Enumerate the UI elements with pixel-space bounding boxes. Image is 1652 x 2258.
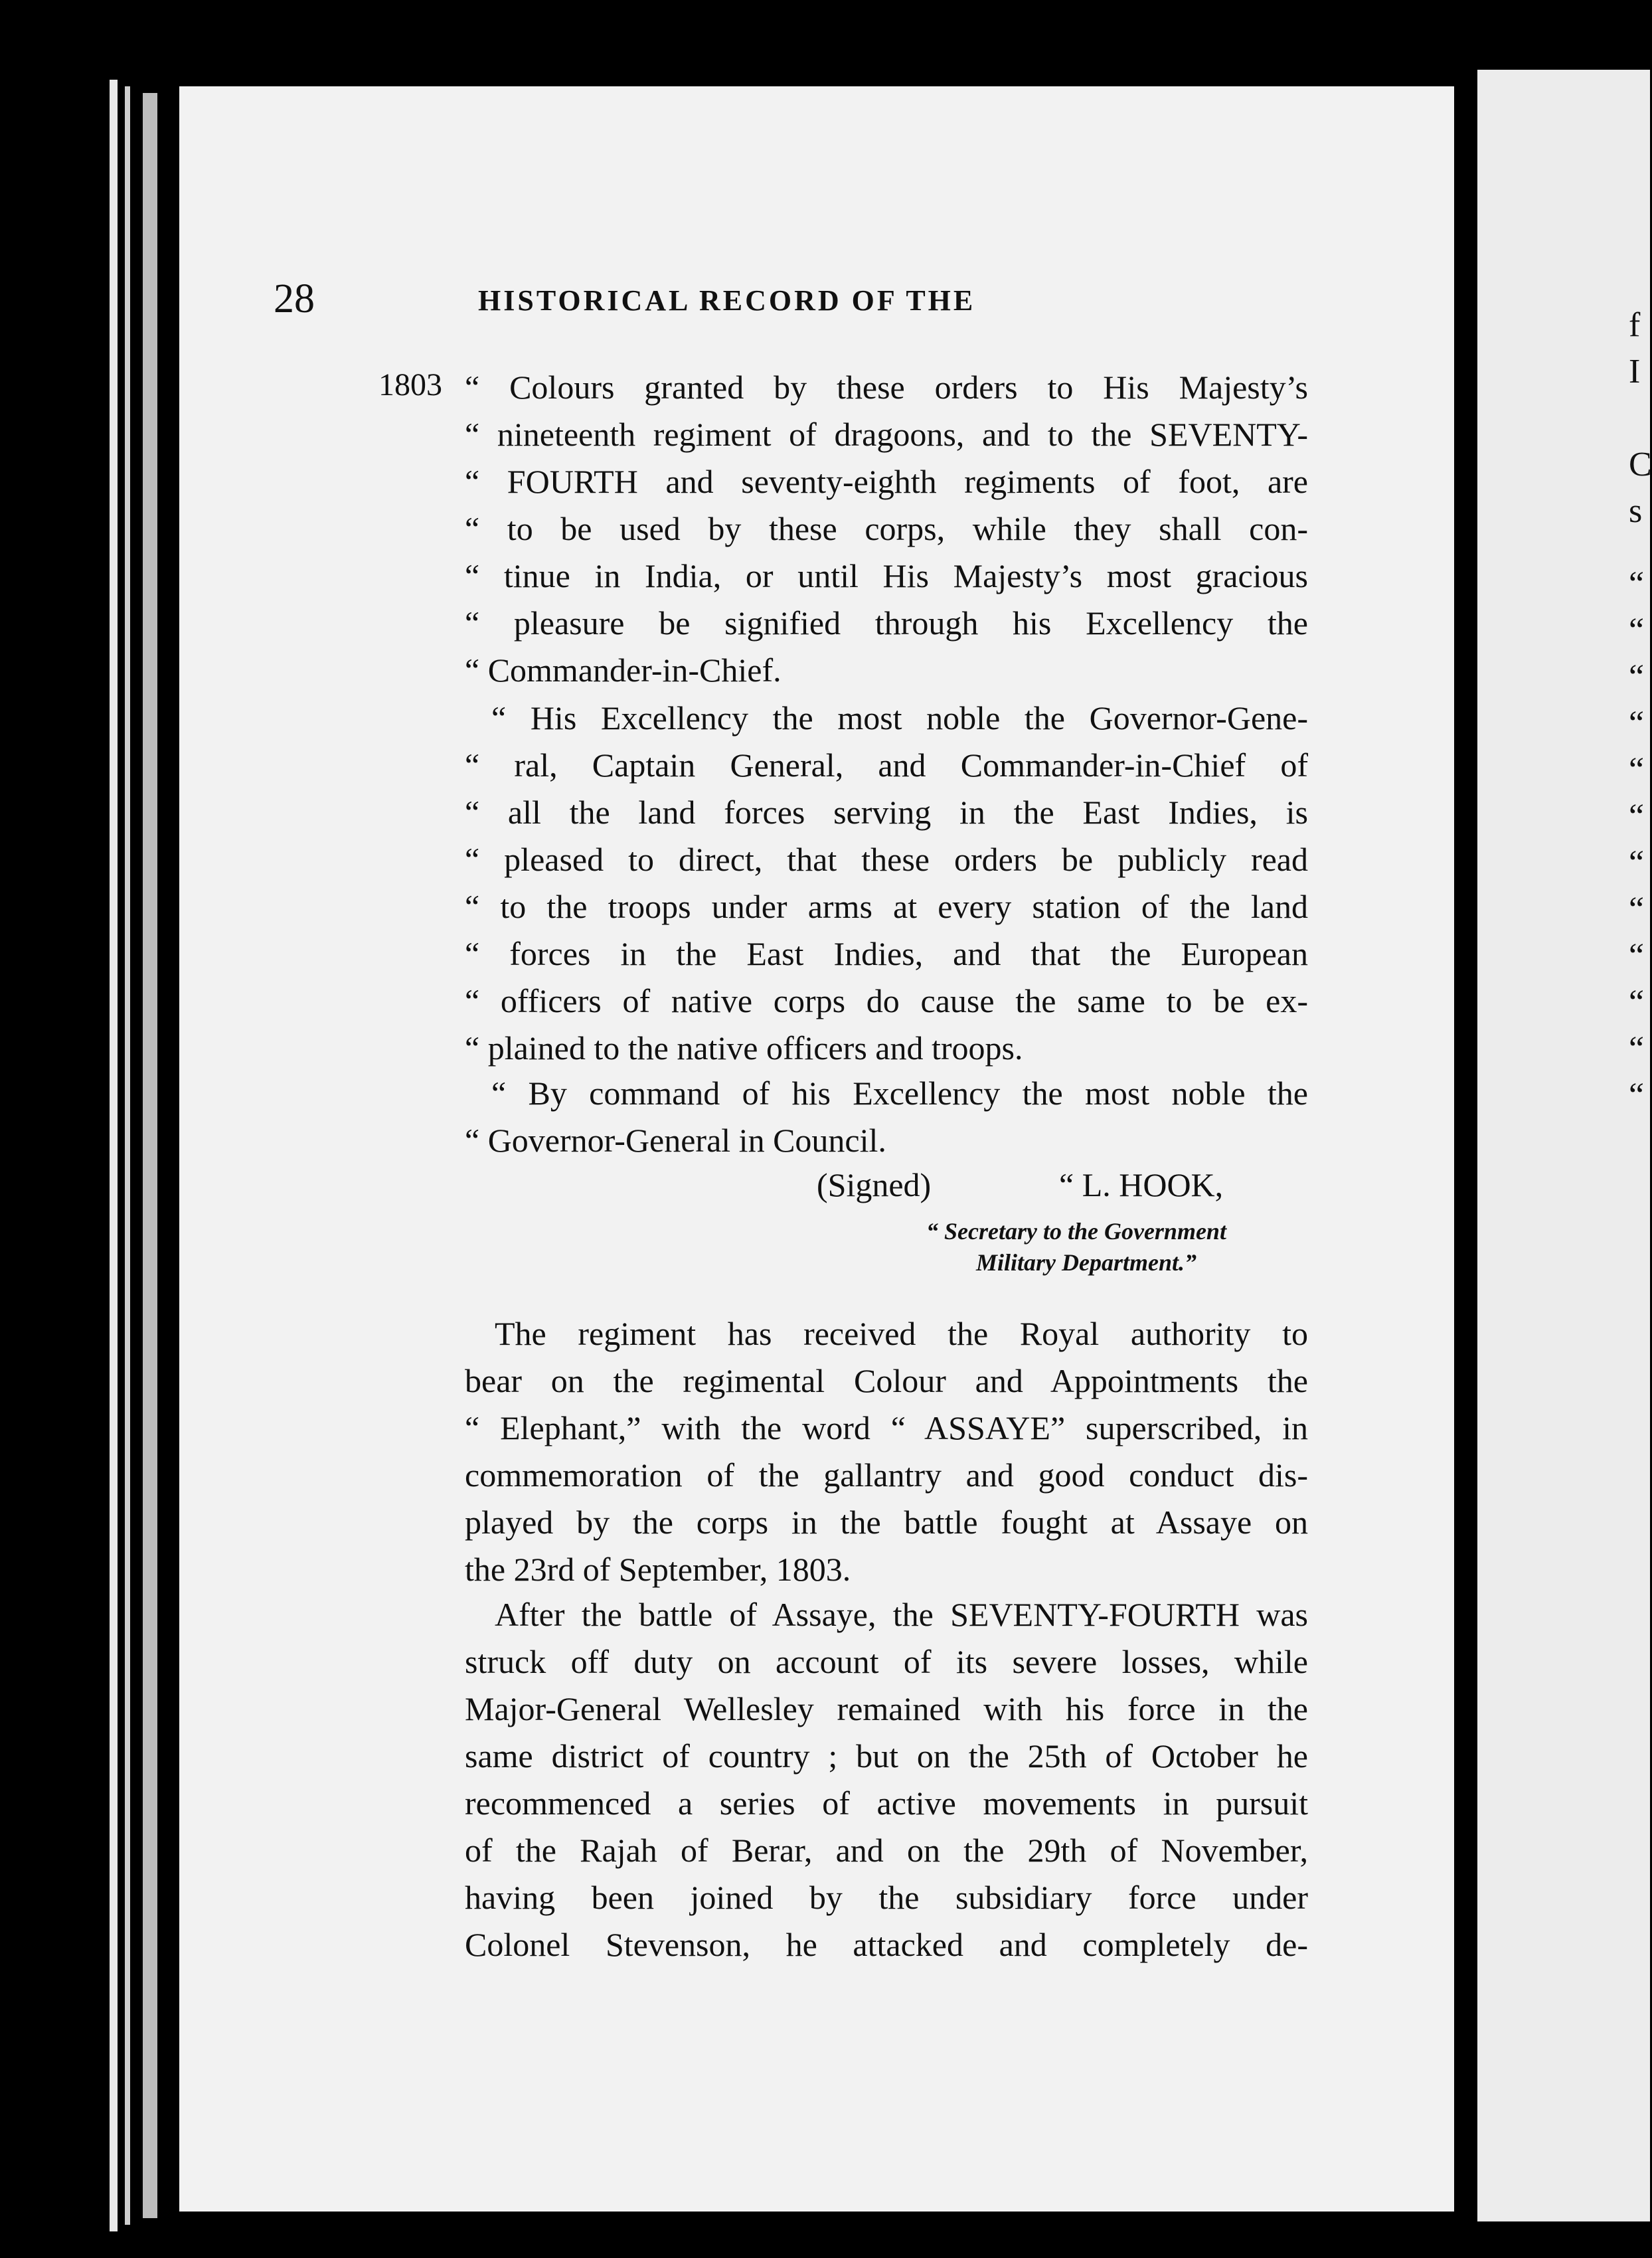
text-line: of the Rajah of Berar, and on the 29th of November, <box>465 1832 1308 1869</box>
text-line: “ His Excellency the most noble the Governor-Gene- <box>491 699 1308 737</box>
text-line: After the battle of Assaye, the SEVENTY-FOURTH was <box>495 1596 1308 1633</box>
facing-page-fragment: “ <box>1629 844 1645 882</box>
facing-page-fragment: C <box>1629 446 1652 483</box>
book-edge <box>110 80 118 2231</box>
facing-page-fragment: s <box>1629 492 1643 530</box>
facing-page-fragment: “ <box>1629 565 1645 603</box>
text-line: bear on the regimental Colour and Appointments the <box>465 1362 1308 1399</box>
text-line: “ all the land forces serving in the East Indies, is <box>465 794 1308 831</box>
facing-page-fragment: “ <box>1629 798 1645 835</box>
facing-page-fragment: “ <box>1629 751 1645 789</box>
facing-page-fragment: “ <box>1629 984 1645 1021</box>
text-line: The regiment has received the Royal authority to <box>495 1315 1308 1352</box>
text-line: recommenced a series of active movements in pursuit <box>465 1784 1308 1822</box>
facing-page-fragment: “ <box>1629 891 1645 928</box>
text-line: “ FOURTH and seventy-eighth regiments of foot, are <box>465 463 1308 500</box>
book-edge <box>125 86 130 2225</box>
text-line: “ tinue in India, or until His Majesty’s most gracious <box>465 557 1308 594</box>
facing-page-fragment: “ <box>1629 612 1645 650</box>
signatory-title: “ Secretary to the Government <box>926 1218 1226 1245</box>
text-line: “ Governor-General in Council. <box>465 1122 886 1159</box>
text-line: “ ral, Captain General, and Commander-in-Chief of <box>465 746 1308 784</box>
text-line: “ pleased to direct, that these orders be publicly read <box>465 841 1308 878</box>
text-line: “ plained to the native officers and troops. <box>465 1029 1023 1067</box>
text-line: played by the corps in the battle fought at Assaye on <box>465 1504 1308 1541</box>
facing-page-fragment: “ <box>1629 1030 1645 1068</box>
text-line: “ Commander-in-Chief. <box>465 651 782 689</box>
text-line: “ to the troops under arms at every station of the land <box>465 888 1308 925</box>
text-line: “ Elephant,” with the word “ ASSAYE” superscribed, in <box>465 1409 1308 1446</box>
text-line: “ to be used by these corps, while they shall con- <box>465 510 1308 547</box>
running-head: HISTORICAL RECORD OF THE <box>478 284 976 317</box>
year-marginal-note: 1803 <box>378 367 442 402</box>
text-line: struck off duty on account of its severe losses, while <box>465 1643 1308 1680</box>
facing-page <box>1477 70 1650 2221</box>
text-line: commemoration of the gallantry and good conduct dis- <box>465 1456 1308 1494</box>
facing-page-fragment: “ <box>1629 658 1645 696</box>
signatory-name: “ L. HOOK, <box>1059 1166 1224 1203</box>
signed-label: (Signed) <box>817 1166 932 1203</box>
text-line: “ By command of his Excellency the most noble the <box>491 1075 1308 1112</box>
signatory-department: Military Department.” <box>976 1249 1197 1276</box>
text-line: having been joined by the subsidiary force under <box>465 1879 1308 1916</box>
page-number: 28 <box>274 276 315 321</box>
facing-page-fragment: “ <box>1629 937 1645 975</box>
facing-page-fragment: f <box>1629 306 1641 344</box>
text-line: Colonel Stevenson, he attacked and completely de- <box>465 1926 1308 1963</box>
facing-page-fragment: “ <box>1629 1077 1645 1114</box>
text-line: the 23rd of September, 1803. <box>465 1551 851 1588</box>
text-line: same district of country ; but on the 25th of October he <box>465 1737 1308 1775</box>
book-edge <box>143 93 157 2218</box>
text-line: “ officers of native corps do cause the same to be ex- <box>465 982 1308 1019</box>
text-line: Major-General Wellesley remained with his force in the <box>465 1690 1308 1727</box>
text-line: “ pleasure be signified through his Excellency the <box>465 604 1308 642</box>
text-line: “ forces in the East Indies, and that the European <box>465 935 1308 972</box>
facing-page-fragment: I <box>1629 353 1641 391</box>
text-line: “ nineteenth regiment of dragoons, and to the SEVENTY- <box>465 416 1308 453</box>
facing-page-fragment: “ <box>1629 705 1645 742</box>
text-line: “ Colours granted by these orders to His Majesty’s <box>465 369 1308 406</box>
